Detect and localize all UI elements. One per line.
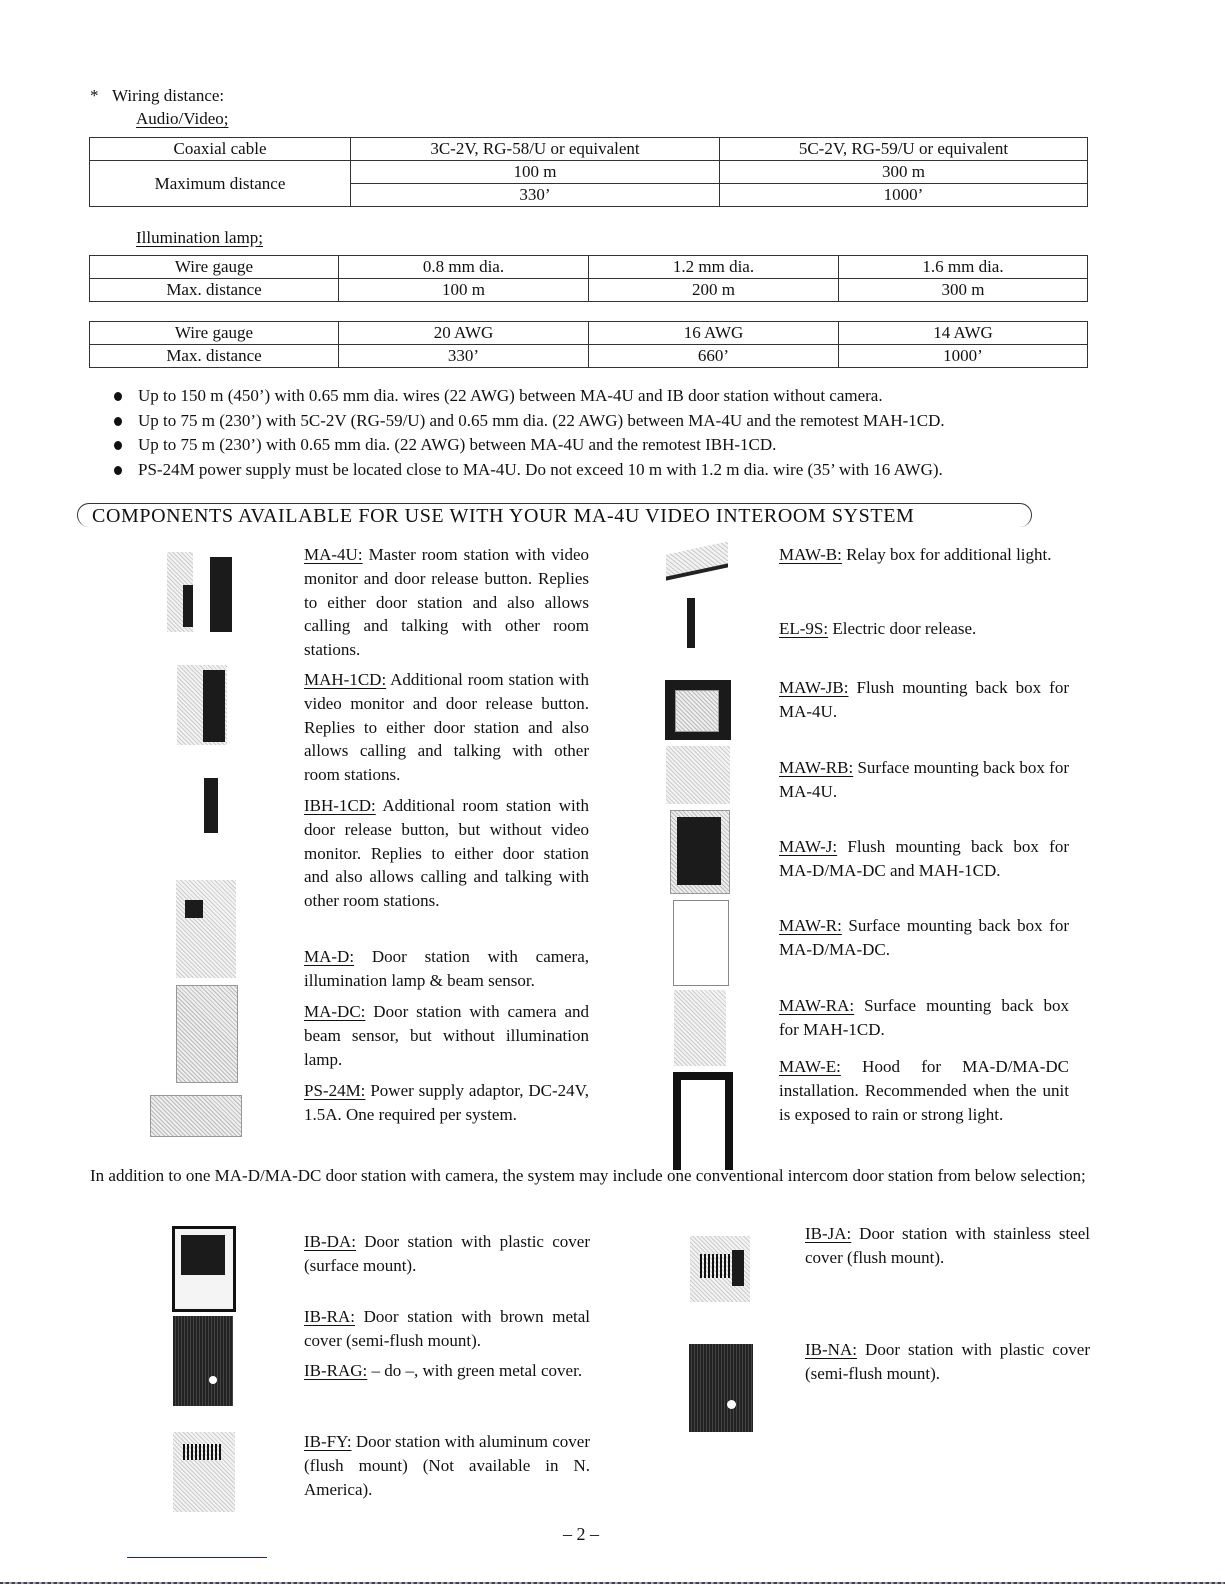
model-name: MAH-1CD:	[304, 670, 387, 689]
model-description: Surface mounting back box for MAH-1CD.	[779, 996, 1069, 1039]
model-name: MAW-RA:	[779, 996, 855, 1015]
model-description: Door station with plastic cover (surface mount).	[304, 1232, 590, 1275]
wiring-star: *	[90, 86, 99, 105]
lamp-metric-table	[89, 255, 1088, 302]
model-description: Additional room station with video monitor and door release button. Replies to either door station and also allows calling and talking with other room stations.	[304, 670, 589, 785]
model-name: IB-NA:	[805, 1340, 857, 1359]
component-ma-4u	[304, 543, 589, 662]
el-9s-door-release-icon	[687, 598, 695, 648]
note-item: Up to 150 m (450’) with 0.65 mm dia. wires (22 AWG) between MA-4U and IB door station without camera.	[110, 384, 945, 409]
lamp-awg-table	[89, 321, 1088, 368]
maw-ra-icon	[674, 990, 726, 1066]
distance-header: Max. distance	[90, 345, 339, 368]
gauge-cell: 1.2 mm dia.	[589, 256, 839, 279]
gauge-cell: 1.6 mm dia.	[839, 256, 1088, 279]
maw-j-icon	[670, 810, 730, 894]
model-name: MAW-J:	[779, 837, 838, 856]
model-description: Flush mounting back box for MA-4U.	[779, 678, 1069, 721]
model-name: MAW-R:	[779, 916, 842, 935]
maw-jb-icon	[665, 680, 731, 740]
model-name: MA-DC:	[304, 1002, 366, 1021]
maxdist-row-header: Maximum distance	[90, 161, 351, 207]
audio-video-label: Audio/Video;	[136, 109, 229, 128]
ibh-1cd-icon	[204, 778, 218, 833]
note-item: Up to 75 m (230’) with 5C-2V (RG-59/U) and 0.65 mm dia. (22 AWG) between MA-4U and the remotest MAH-1CD.	[110, 409, 945, 434]
gauge-cell: 14 AWG	[839, 322, 1088, 345]
maw-e-hood-icon	[673, 1072, 733, 1170]
coax-table	[89, 137, 1088, 207]
coax-row-header: Coaxial cable	[90, 138, 351, 161]
coax-imperial-2: 1000’	[720, 184, 1088, 207]
mah-1cd-monitor-icon	[203, 670, 225, 742]
model-name: MAW-RB:	[779, 758, 854, 777]
maw-rb-icon	[666, 746, 730, 804]
model-description: – do –, with green metal cover.	[367, 1361, 583, 1380]
gauge-header: Wire gauge	[90, 256, 339, 279]
component-maw-jb	[779, 676, 1069, 724]
addition-intro: In addition to one MA-D/MA-DC door station with camera, the system may include one conventional intercom door station from below selection;	[90, 1166, 1086, 1185]
distance-header: Max. distance	[90, 279, 339, 302]
coax-metric-1: 100 m	[351, 161, 720, 184]
model-name: IB-DA:	[304, 1232, 356, 1251]
ib-ja-icon	[690, 1236, 750, 1302]
distance-cell: 100 m	[339, 279, 589, 302]
ma-4u-panel-icon	[183, 585, 193, 627]
page-edge	[0, 1582, 1225, 1584]
model-description: Surface mounting back box for MA-D/MA-DC.	[779, 916, 1069, 959]
model-description: Flush mounting back box for MA-D/MA-DC and MAH-1CD.	[779, 837, 1069, 880]
model-name: IB-RA:	[304, 1307, 355, 1326]
model-description: Door station with stainless steel cover (flush mount).	[805, 1224, 1090, 1267]
model-name: MAW-JB:	[779, 678, 849, 697]
component-ma-dc	[304, 1000, 589, 1071]
component-ps-24m	[304, 1079, 589, 1127]
model-name: IB-RAG:	[304, 1361, 368, 1380]
door-station-ib-ja	[805, 1222, 1090, 1270]
model-name: MAW-B:	[779, 545, 842, 564]
distance-cell: 200 m	[589, 279, 839, 302]
distance-cell: 660’	[589, 345, 839, 368]
coax-cable-1: 3C-2V, RG-58/U or equivalent	[351, 138, 720, 161]
door-station-ib-da	[304, 1230, 590, 1278]
model-name: IB-JA:	[805, 1224, 852, 1243]
model-name: MA-4U:	[304, 545, 363, 564]
model-name: PS-24M:	[304, 1081, 366, 1100]
distance-cell: 300 m	[839, 279, 1088, 302]
components-banner: COMPONENTS AVAILABLE FOR USE WITH YOUR MA-4U VIDEO INTEROOM SYSTEM	[77, 503, 1032, 527]
door-station-ib-rag	[304, 1359, 590, 1383]
component-maw-j	[779, 835, 1069, 883]
ib-na-icon	[689, 1344, 753, 1432]
model-name: IB-FY:	[304, 1432, 352, 1451]
model-description: Door station with plastic cover (semi-flush mount).	[805, 1340, 1090, 1383]
maw-b-relay-box-icon	[666, 541, 728, 580]
gauge-cell: 20 AWG	[339, 322, 589, 345]
model-description: Door station with camera, illumination lamp & beam sensor.	[304, 947, 589, 990]
note-item: PS-24M power supply must be located close to MA-4U. Do not exceed 10 m with 1.2 m dia. wire (35’ with 16 AWG).	[110, 458, 945, 483]
model-description: Door station with aluminum cover (flush mount) (Not available in N. America).	[304, 1432, 590, 1499]
model-description: Master room station with video monitor and door release button. Replies to either door station and also allows calling and talking with other room stations.	[304, 545, 589, 660]
ib-da-icon	[172, 1226, 236, 1312]
door-station-ib-na	[805, 1338, 1090, 1386]
ps-24m-icon	[150, 1095, 242, 1137]
ib-fy-icon	[173, 1432, 235, 1512]
ma-d-icon	[176, 880, 236, 978]
model-description: Surface mounting back box for MA-4U.	[779, 758, 1069, 801]
coax-imperial-1: 330’	[351, 184, 720, 207]
component-ma-d	[304, 945, 589, 993]
ma-dc-icon	[176, 985, 238, 1083]
wiring-heading: Wiring distance:	[112, 86, 225, 105]
model-description: Hood for MA-D/MA-DC installation. Recommended when the unit is exposed to rain or strong light.	[779, 1057, 1069, 1124]
model-description: Electric door release.	[828, 619, 977, 638]
component-maw-r	[779, 914, 1069, 962]
note-item: Up to 75 m (230’) with 0.65 mm dia. (22 AWG) between MA-4U and the remotest IBH-1CD.	[110, 433, 945, 458]
gauge-header: Wire gauge	[90, 322, 339, 345]
component-maw-e	[779, 1055, 1069, 1126]
lamp-label: Illumination lamp;	[136, 228, 264, 247]
coax-metric-2: 300 m	[720, 161, 1088, 184]
component-mah-1cd	[304, 668, 589, 787]
component-ibh-1cd	[304, 794, 589, 913]
door-station-ib-ra	[304, 1305, 590, 1353]
ib-ra-icon	[173, 1316, 233, 1406]
model-name: MA-D:	[304, 947, 355, 966]
link-underline	[127, 1557, 267, 1558]
component-el-9s	[779, 617, 1069, 641]
distance-cell: 330’	[339, 345, 589, 368]
page-number: – 2 –	[563, 1524, 599, 1544]
model-name: IBH-1CD:	[304, 796, 376, 815]
ma-d-camera-icon	[185, 900, 203, 918]
wiring-notes	[110, 384, 945, 482]
model-description: Door station with camera and beam sensor, but without illumination lamp.	[304, 1002, 589, 1069]
ma-4u-monitor-icon	[210, 557, 232, 632]
distance-cell: 1000’	[839, 345, 1088, 368]
model-name: EL-9S:	[779, 619, 829, 638]
component-maw-ra	[779, 994, 1069, 1042]
model-name: MAW-E:	[779, 1057, 841, 1076]
coax-cable-2: 5C-2V, RG-59/U or equivalent	[720, 138, 1088, 161]
gauge-cell: 16 AWG	[589, 322, 839, 345]
component-maw-rb	[779, 756, 1069, 804]
gauge-cell: 0.8 mm dia.	[339, 256, 589, 279]
door-station-ib-fy	[304, 1430, 590, 1501]
model-description: Door station with brown metal cover (semi-flush mount).	[304, 1307, 590, 1350]
model-description: Power supply adaptor, DC-24V, 1.5A. One required per system.	[304, 1081, 589, 1124]
model-description: Relay box for additional light.	[841, 545, 1052, 564]
maw-r-icon	[673, 900, 729, 986]
model-description: Additional room station with door release button, but without video monitor. Replies to either door station and also allows calling and talking with other room stations.	[304, 796, 589, 911]
component-maw-b	[779, 543, 1069, 567]
